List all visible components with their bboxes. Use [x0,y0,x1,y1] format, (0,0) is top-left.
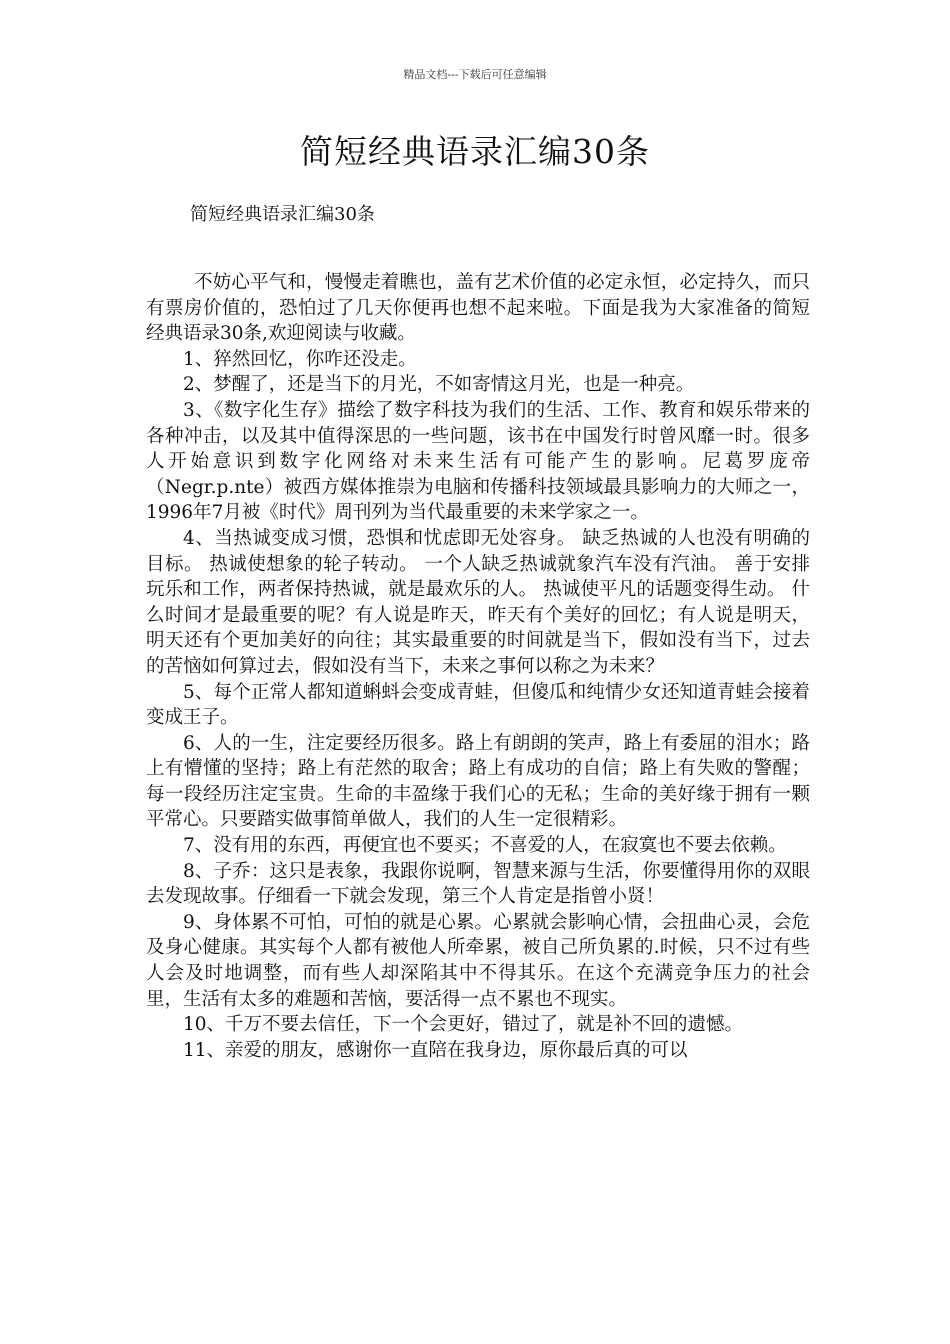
quote-item-9: 9、身体累不可怕，可怕的就是心累。心累就会影响心情，会扭曲心灵，会危及身心健康。其实每个人都有被他人所牵累，被自己所负累的.时候，只不过有些人会及时地调整，而有些人却深陷其中不得其乐。在这个充满竞争压力的社会里，生活有太多的难题和苦恼，要活得一点不累也不现实。 [146,911,810,1010]
document-body [146,270,810,1063]
quote-item-2: 2、梦醒了，还是当下的月光，不如寄情这月光，也是一种亮。 [183,374,695,396]
quote-item-6: 6、人的一生，注定要经历很多。路上有朗朗的笑声，路上有委屈的泪水；路上有懵懂的坚持；路上有茫然的取舍；路上有成功的自信；路上有失败的警醒；每一段经历注定宝贵。生命的丰盈缘于我们心的无私；生命的美好缘于拥有一颗平常心。只要踏实做事简单做人，我们的人生一定很精彩。 [146,732,810,831]
quote-item-11: 11、亲爱的朋友，感谢你一直陪在我身边，原你最后真的可以 [183,1039,688,1061]
quote-item-7: 7、没有用的东西，再便宜也不要买；不喜爱的人，在寂寞也不要去依赖。 [183,835,787,857]
quote-item-4: 4、当热诚变成习惯，恐惧和忧虑即无处容身。 缺乏热诚的人也没有明确的目标。 热诚使想象的轮子转动。 一个人缺乏热诚就象汽车没有汽油。 善于安排玩乐和工作，两者保持热诚，就是最欢乐的人。 热诚使平凡的话题变得生动。 什么时间才是最重要的呢？有人说是昨天，昨天有个美好的回忆；有人说是明天，明天还有个更加美好的向往；其实最重要的时间就是当下，假如没有当下，过去的苦恼如何算过去，假如没有当下，未来之事何以称之为未来？ [146,527,810,677]
quote-item-10: 10、千万不要去信任，下一个会更好，错过了，就是补不回的遗憾。 [183,1014,744,1036]
quote-item-8: 8、子乔：这只是表象，我跟你说啊，智慧来源与生活，你要懂得用你的双眼去发现故事。仔细看一下就会发现，第三个人肯定是指曾小贤！ [146,860,810,908]
quote-item-1: 1、猝然回忆，你咋还没走。 [183,348,417,370]
page-header-note: 精品文档---下载后可任意编辑 [403,68,547,81]
document-subtitle: 简短经典语录汇编30条 [190,204,375,225]
quote-item-3: 3、《数字化生存》描绘了数字科技为我们的生活、工作、教育和娱乐带来的各种冲击，以及其中值得深思的一些问题，该书在中国发行时曾风靡一时。很多人开始意识到数字化网络对未来生活有可能产生的影响。尼葛罗庞帝（Negr.p.nte）被西方媒体推崇为电脑和传播科技领域最具影响力的大师之一，1996年7月被《时代》周刊列为当代最重要的未来学家之一。 [146,399,810,524]
quote-item-5: 5、每个正常人都知道蝌蚪会变成青蛙，但傻瓜和纯情少女还知道青蛙会接着变成王子。 [146,681,810,729]
intro-paragraph: 不妨心平气和，慢慢走着瞧也，盖有艺术价值的必定永恒，必定持久，而只有票房价值的，恐怕过了几天你便再也想不起来啦。下面是我为大家准备的简短经典语录30条,欢迎阅读与收藏。 [146,272,810,345]
document-title: 简短经典语录汇编30条 [300,132,650,171]
